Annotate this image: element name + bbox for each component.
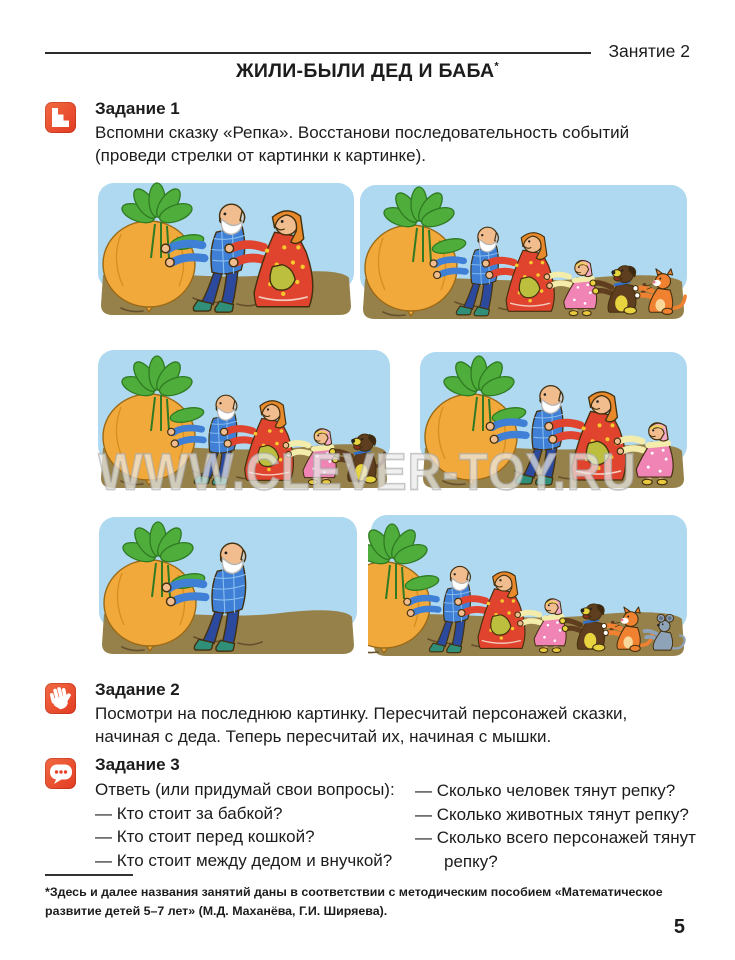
scene-picture-3[interactable] [95,345,393,493]
task-2 [45,680,690,748]
page-number: 5 [673,916,685,938]
task-2-label: Задание 2 [95,680,180,699]
question-line: — Сколько человек тянут репку? [415,781,676,800]
page-title [45,60,690,83]
task-1-label: Задание 1 [95,99,180,118]
task-3-label: Задание 3 [95,755,180,774]
scene-picture-1[interactable] [95,178,357,320]
task-2-text: Посмотри на последнюю картинку. Пересчитай персонажей сказки, начиная с деда. Теперь пересчитай их, начиная с мышки. [95,704,628,746]
footnote: *Здесь и далее названия занятий даны в соответствии с методическим пособием «Математическое развитие детей 5–7 лет» (М.Д. Маханёва, Г.И. Ширяева). [45,885,663,919]
task-3 [45,755,696,872]
question-line: — Кто стоит перед кошкой? [95,827,315,846]
task-1-text: Вспомни сказку «Репка». Восстанови последовательность событий (проведи стрелки от картинки к картинке). [95,123,630,165]
hand-icon [45,683,76,714]
page-title-text: ЖИЛИ-БЫЛИ ДЕД И БАБА [236,60,495,82]
steps-icon [45,102,76,133]
title-footnote-marker: * [494,60,499,73]
speech-icon [45,758,76,789]
scene-picture-4[interactable] [417,347,690,493]
lesson-label: Занятие 2 [608,41,690,61]
task-1 [45,99,690,167]
question-line: — Кто стоит за бабкой? [95,803,283,823]
question-line: — Сколько животных тянут репку? [415,804,689,824]
watermark: WWW.CLEVER-TOY.RU [98,442,637,501]
scene-picture-5[interactable] [96,512,360,659]
question-line: — Сколько всего персонажей тянут репку? [415,828,696,871]
scene-picture-2[interactable] [357,180,690,324]
footnote-rule [45,874,133,876]
task-3-intro: Ответь (или придумай свои вопросы): [95,780,395,799]
header-rule [45,52,591,54]
scene-picture-6[interactable] [368,510,690,661]
question-line: — Кто стоит между дедом и внучкой? [95,850,393,870]
questions-right [415,779,705,873]
